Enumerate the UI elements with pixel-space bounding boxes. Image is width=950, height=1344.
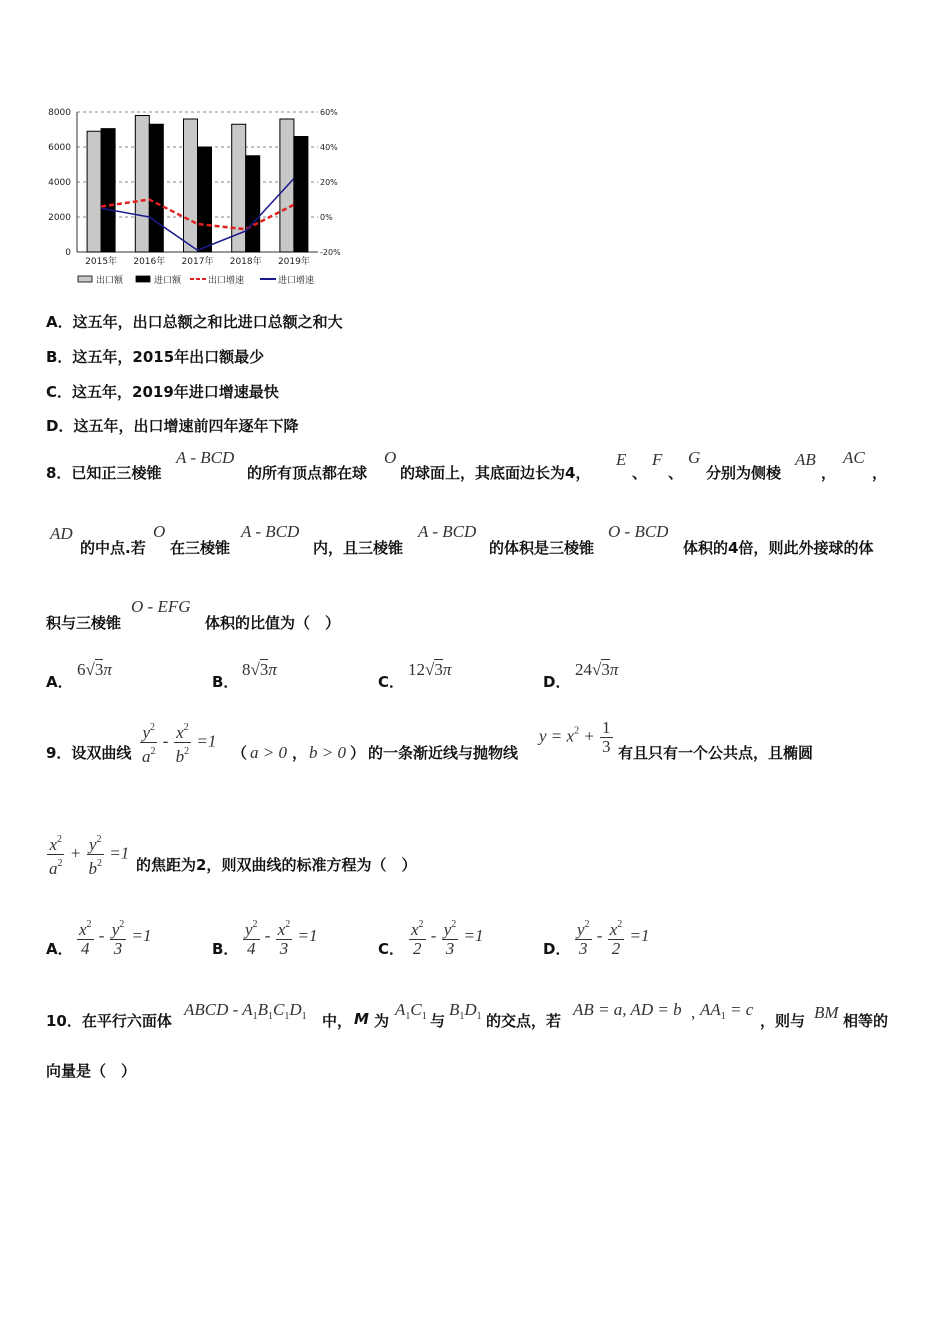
q8-math-f: F: [652, 450, 663, 469]
q9-option-b-label: B．: [212, 940, 239, 958]
bar-出口额-1: [135, 116, 149, 253]
left-tick-label: 6000: [48, 143, 71, 153]
q8-text-1: 8．已知正三棱锥: [46, 464, 162, 482]
q8-text-9: 体积的4倍，则此外接球的体: [683, 539, 874, 557]
q8-math-o2: O: [153, 522, 166, 541]
q8-math-ad: AD: [50, 524, 73, 543]
q8-text-8: 的体积是三棱锥: [489, 539, 595, 557]
q10-math-solid: ABCD - $A_1B_1C_1D_1$: [184, 1000, 307, 1022]
bar-进口额-3: [246, 156, 260, 252]
legend-label: 进口额: [154, 276, 182, 286]
left-tick-label: 8000: [48, 108, 71, 118]
left-tick-label: 4000: [48, 178, 71, 188]
sqrt-symbol: √: [425, 660, 435, 679]
q10-math-a1c1: $A_1C_1$: [395, 1000, 427, 1022]
q9-text-1: 9．设双曲线: [46, 744, 132, 762]
right-tick-label: 60%: [320, 108, 338, 117]
bar-进口额-0: [101, 129, 115, 252]
q8-comma-2: ，: [872, 464, 888, 482]
q9-text-2: 的一条渐近线与抛物线: [368, 744, 519, 762]
q10-text-7: 相等的: [843, 1012, 889, 1030]
q8-comma-1: ，: [821, 464, 837, 482]
left-tick-label: 0: [65, 248, 71, 258]
q8-math-g: G: [688, 448, 701, 467]
q9-cond-a: a > 0: [250, 743, 287, 762]
legend-label: 出口增速: [208, 276, 245, 286]
q8-option-c: 12√3π: [408, 660, 452, 679]
q8-math-abcd: A - BCD: [176, 448, 235, 467]
q8-text-10: 积与三棱锥: [46, 614, 122, 632]
q9-option-a-label: A．: [46, 940, 73, 958]
legend-swatch: [136, 276, 150, 282]
q9-option-c: $\frac{x^2}{2}$ - $\frac{y^2}{3}$ =1: [408, 916, 484, 958]
category-label: 2018年: [229, 257, 262, 267]
bar-进口额-1: [149, 124, 163, 252]
q7-option-b: B．这五年，2015年出口额最少: [46, 348, 265, 366]
legend-label: 出口额: [96, 276, 124, 286]
q8-text-2: 的所有顶点都在球: [247, 464, 368, 482]
q9-option-d-label: D．: [543, 940, 571, 958]
q9-option-a: $\frac{x^2}{4}$ - $\frac{y^2}{3}$ =1: [76, 916, 152, 958]
q8-option-d-label: D．: [543, 673, 571, 691]
q8-math-oefg: O - EFG: [131, 597, 191, 616]
q8-math-obcd: O - BCD: [608, 522, 669, 541]
q8-math-abcd2: A - BCD: [241, 522, 300, 541]
q9-option-b: $\frac{y^2}{4}$ - $\frac{x^2}{3}$ =1: [242, 916, 318, 958]
q8-math-abcd3: A - BCD: [418, 522, 477, 541]
right-tick-label: -20%: [320, 248, 341, 257]
q7-option-d: D．这五年，出口增速前四年逐年下降: [46, 417, 299, 435]
q8-option-c-label: C．: [378, 673, 405, 691]
q10-math-b1d1: $B_1D_1$: [449, 1000, 482, 1022]
category-label: 2015年: [85, 257, 118, 267]
q9-lparen: （: [232, 744, 248, 762]
legend-swatch: [78, 276, 92, 282]
q8-text-7: 内，且三棱锥: [313, 539, 404, 557]
q8-text-5: 的中点.若: [80, 539, 146, 557]
q9-hyperbola-eq: $\frac{y^2}{a^2}$ - $\frac{x^2}{b^2}$ =1: [139, 719, 216, 766]
q8-text-6: 在三棱锥: [170, 539, 231, 557]
q10-text-4: 与: [430, 1012, 446, 1030]
q8-sep-1: 、: [632, 464, 648, 482]
q8-option-b-label: B．: [212, 673, 239, 691]
q10-math-aa1: $AA_1 = c$: [700, 1000, 754, 1022]
sqrt-symbol: √: [250, 660, 260, 679]
right-tick-label: 40%: [320, 143, 338, 152]
q10-math-eqs: AB = a, AD = b: [573, 1000, 682, 1019]
bar-出口额-2: [184, 119, 198, 252]
q10-text-1: 10．在平行六面体: [46, 1012, 172, 1030]
q8-option-a: 6√3π: [77, 660, 112, 679]
left-tick-label: 2000: [48, 213, 71, 223]
q9-cond-b: b > 0: [309, 743, 346, 762]
q8-option-b: 8√3π: [242, 660, 277, 679]
q9-cond-sep: ，: [292, 744, 308, 762]
q10-math-bm: BM: [814, 1003, 839, 1022]
q7-option-c: C．这五年，2019年进口增速最快: [46, 383, 279, 401]
right-tick-label: 20%: [320, 178, 338, 187]
bar-出口额-3: [232, 124, 246, 252]
q10-text-6: ，则与: [760, 1012, 806, 1030]
category-label: 2019年: [277, 257, 310, 267]
q8-math-ac: AC: [843, 448, 865, 467]
q8-math-o: O: [384, 448, 397, 467]
q8-option-d: 24√3π: [575, 660, 619, 679]
q8-text-4: 分别为侧棱: [706, 464, 782, 482]
q9-option-c-label: C．: [378, 940, 405, 958]
right-tick-label: 0%: [320, 213, 333, 222]
q10-text-2: 中，: [322, 1012, 353, 1030]
q8-sep-2: 、: [668, 464, 684, 482]
q9-ellipse-eq: $\frac{x^2}{a^2}$ + $\frac{y^2}{b^2}$ =1: [46, 831, 129, 878]
q8-math-ab: AB: [795, 450, 816, 469]
q10-comma: ,: [691, 1003, 696, 1022]
q8-text-3: 的球面上，其底面边长为4，: [400, 464, 591, 482]
q9-text-4: 的焦距为2，则双曲线的标准方程为（ ）: [136, 856, 417, 874]
trade-chart: [40, 100, 360, 295]
q10-math-m: M: [354, 1010, 369, 1028]
q8-text-11: 体积的比值为（ ）: [205, 614, 341, 632]
q8-math-e: E: [616, 450, 627, 469]
sqrt-symbol: √: [85, 660, 95, 679]
q10-text-3: 为: [374, 1012, 390, 1030]
q9-option-d: $\frac{y^2}{3}$ - $\frac{x^2}{2}$ =1: [574, 916, 650, 958]
q9-rparen: ）: [350, 744, 366, 762]
q9-parabola-eq: $y = x^2$ + $\frac{1}{3}$: [539, 718, 611, 756]
q8-option-a-label: A．: [46, 673, 73, 691]
category-label: 2016年: [133, 257, 166, 267]
legend-label: 进口增速: [278, 276, 315, 286]
bar-进口额-2: [198, 147, 212, 252]
bar-进口额-4: [294, 137, 308, 253]
sqrt-symbol: √: [592, 660, 602, 679]
q7-option-a: A．这五年，出口总额之和比进口总额之和大: [46, 313, 343, 331]
category-label: 2017年: [181, 257, 214, 267]
q10-text-5: 的交点，若: [486, 1012, 562, 1030]
bar-出口额-0: [87, 131, 101, 252]
q10-text-8: 向量是（ ）: [46, 1062, 137, 1080]
q9-text-3: 有且只有一个公共点，且椭圆: [618, 744, 814, 762]
